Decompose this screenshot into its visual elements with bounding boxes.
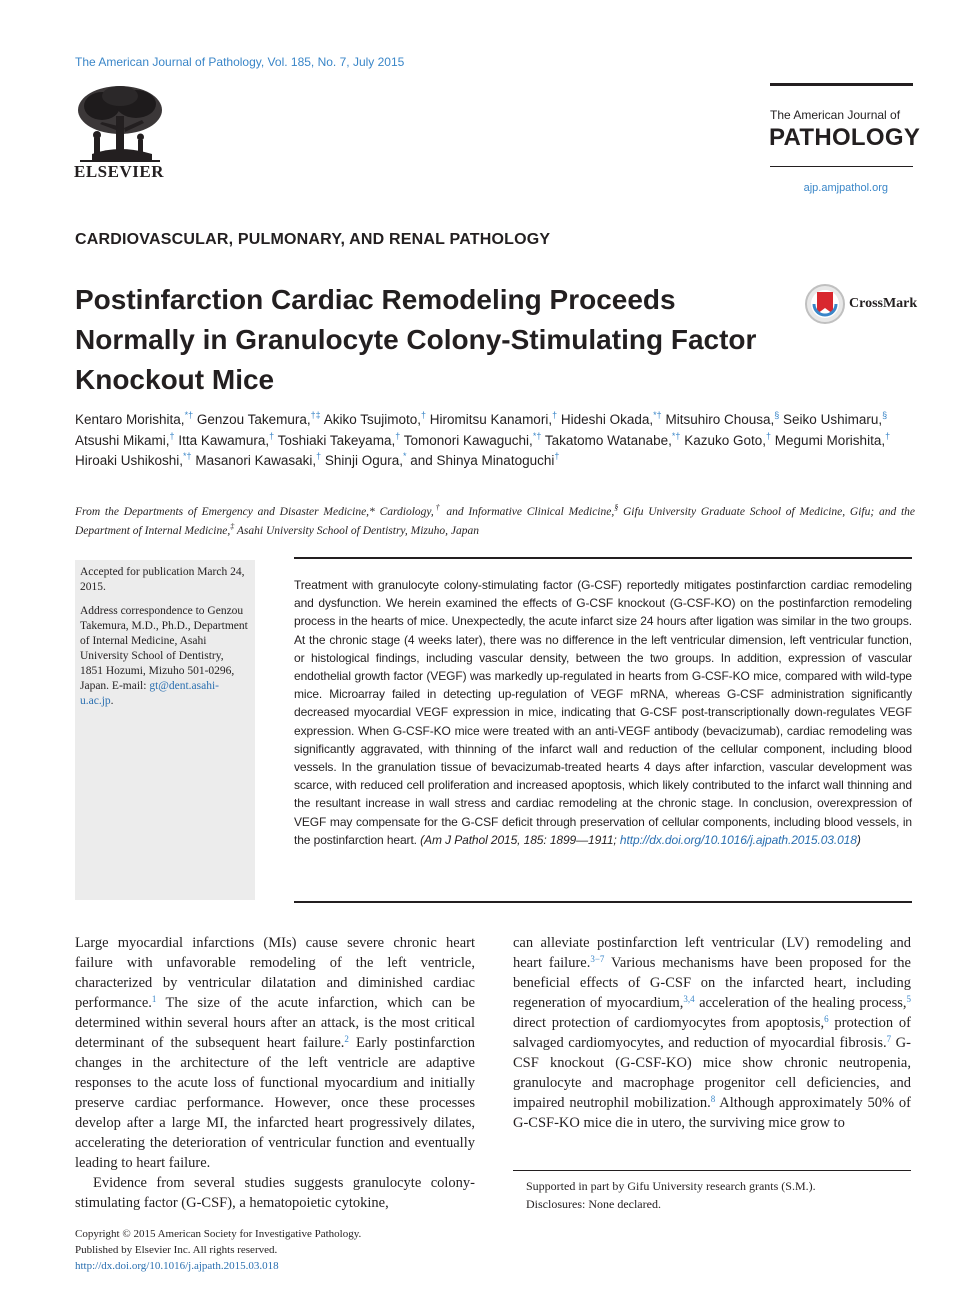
body-paragraph: Evidence from several studies suggests granulocyte colony-stimulating factor (G-CSF), a hematopoietic cytokine, [75, 1175, 475, 1211]
correspondence-address: Address correspondence to Genzou Takemura, M.D., Ph.D., Department of Internal Medicine, Asahi University School of Dentistry, 1851 Hozumi, Mizuho 501-0296, Japan. E-mail: gt@dent.asahi-u.ac.jp. [80, 605, 248, 707]
body-column-left [75, 933, 475, 1213]
author-name: and Shinya Minatoguchi [410, 453, 555, 468]
affiliations: From the Departments of Emergency and Disaster Medicine,* Cardiology,† and Informative Clinical Medicine,§ Gifu University Graduate School of Medicine, Gifu; and the Department of Internal Medicine,‡ Asahi University School of Dentistry, Mizuho, Japan [75, 503, 916, 537]
author-affiliation-mark: * [402, 451, 407, 461]
author-affiliation-mark: *† [532, 430, 542, 441]
author-name: Kentaro Morishita, [75, 412, 185, 427]
crossmark-icon [806, 285, 844, 323]
abstract: Treatment with granulocyte colony-stimulating factor (G-CSF) reportedly mitigates postinfarction cardiac remodeling and dysfunction. We herein examined the effects of G-CSF knockout (G-CSF-KO) on the postinfarction remodeling process in the hearts of mice. Unexpectedly, the acute infarct size 24 hours after ligation was similar in the two groups. At the chronic stage (4 weeks later), there was no difference in the left ventricular dimension, left ventricular function, or histological findings, including vascular density, between the two groups. In addition, expression of vascular endothelial growth factor (VEGF) was markedly up-regulated in hearts from G-CSF-KO mice, compared with wild-type mice. Microarray failed in detecting up-regulation of VEGF mRNA, whereas G-CSF administration significantly decreased myocardial VEGF expression in mice, indicating that G-CSF post-transcriptionally down-regulates VEGF expression. When G-CSF-KO mice were treated with an anti-VEGF antibody (bevacizumab), cardiac remodeling was significantly aggravated, with thinning of the infarct wall and reduction of the cellular component, including blood vessels. In the granulation tissue of bevacizumab-treated hearts 4 days after infarction, vascular development was scarce, with reduced cell proliferation and increased apoptosis, which likely contributed to the infarct wall thinning and the resultant increase in wall stress and cardiac remodeling at the chronic stage. In conclusion, overexpression of VEGF may compensate for the G-CSF deficit through preservation of cellular components, including blood vessels, in the postinfarction heart. (Am J Pathol 2015, 185: 1899—1911; http://dx.doi.org/10.1016/j.ajpath.2015.03.018) [294, 578, 912, 847]
publisher-name: ELSEVIER [74, 162, 164, 181]
author-affiliation-mark: †‡ [310, 410, 321, 420]
author-name: Mitsuhiro Chousa, [665, 412, 775, 427]
author-affiliation-mark: † [766, 430, 772, 441]
author-affiliation-mark: § [774, 410, 780, 420]
doi-link[interactable]: http://dx.doi.org/10.1016/j.ajpath.2015.03.018 [75, 1260, 279, 1272]
author-affiliation-mark: † [316, 451, 322, 461]
reference-link[interactable]: 6 [824, 1014, 829, 1024]
reference-link[interactable]: 3−7 [590, 954, 605, 964]
author-name: Itta Kawamura, [178, 432, 270, 448]
author-name: Hideshi Okada, [560, 412, 654, 427]
author-name: Megumi Morishita, [774, 432, 886, 448]
author-name: Seiko Ushimaru, [783, 412, 883, 427]
author-affiliation-mark: *† [183, 451, 192, 461]
funding-note: Supported in part by Gifu University research grants (S.M.). [526, 1179, 816, 1193]
author-affiliation-mark: † [169, 430, 175, 441]
body-paragraph: can alleviate postinfarction left ventricular (LV) remodeling and heart failure.$^{3-7}$ Various mechanisms have been proposed for the beneficial effects of G-CSF on the infarcted heart, including regeneration of myocardium,$^{3,4}$ acceleration of the healing process,$^5$ direct protection of cardiomyocytes from apoptosis,$^6$ protection of salvaged cardiomyocytes, and reduction of myocardial fibrosis.$^7$ G-CSF knockout (G-CSF-KO) mice show chronic neutropenia, granulocyte and macrophage progenitor cell deficiencies, and impaired neutrophil mobilization.$^8$ Although approximately 50% of G-CSF-KO mice die in utero, the surviving mice grow to [513, 935, 912, 1131]
abstract-rule [294, 557, 912, 559]
author-affiliation-mark: † [554, 451, 560, 461]
journal-rule [770, 166, 913, 167]
disclosures-note: Disclosures: None declared. [526, 1196, 661, 1211]
accepted-date: Accepted for publication March 24, 2015. [80, 566, 245, 593]
email-link[interactable]: gt@dent.asahi-u.ac.jp [80, 680, 219, 707]
author-name: Genzou Takemura, [196, 412, 311, 427]
reference-link[interactable]: 7 [886, 1034, 892, 1044]
author-affiliation-mark: *† [184, 410, 194, 420]
author-name: Hiromitsu Kanamori, [429, 412, 553, 427]
section-heading: CARDIOVASCULAR, PULMONARY, AND RENAL PATHOLOGY [75, 231, 551, 248]
abstract-citation: (Am J Pathol 2015, 185: 1899—1911; http://dx.doi.org/10.1016/j.ajpath.2015.03.018) [420, 832, 861, 847]
journal-citation: The American Journal of Pathology, Vol. 185, No. 7, July 2015 [75, 55, 405, 69]
author-affiliation-mark: † [552, 410, 558, 420]
copyright-line: Copyright © 2015 American Society for Investigative Pathology. [75, 1228, 362, 1240]
author-affiliation-mark: † [395, 430, 401, 441]
author-affiliation-mark: † [269, 430, 275, 441]
doi-link[interactable]: http://dx.doi.org/10.1016/j.ajpath.2015.03.018 [619, 832, 857, 847]
article-title: Postinfarction Cardiac Remodeling Proceeds Normally in Granulocyte Colony-Stimulating Factor Knockout Mice [75, 284, 757, 395]
journal-name-prefix: The American Journal of [770, 108, 901, 122]
author-name: Hiroaki Ushikoshi, [75, 453, 184, 468]
reference-link[interactable]: 3,4 [683, 994, 695, 1004]
footnotes [526, 1178, 911, 1213]
abstract-rule [294, 901, 912, 903]
reference-link[interactable]: 1 [151, 994, 157, 1004]
author-affiliation-mark: § [882, 410, 888, 420]
publisher-line: Published by Elsevier Inc. All rights reserved. [75, 1244, 278, 1256]
author-name: Shinji Ogura, [324, 453, 403, 468]
crossmark-label: CrossMark [849, 296, 918, 311]
author-name: Takatomo Watanabe, [544, 432, 672, 448]
body-paragraph: Large myocardial infarctions (MIs) cause severe chronic heart failure with unfavorable remodeling of the left ventricle, characterized by ventricular dilatation and diminished cardiac performance.$^1$ The size of the acute infarction, which can be determined within several hours after an attack, is the most critical determinant of the subsequent heart failure.$^2$ Early postinfarction changes in the architecture of the left ventricle are adaptive responses to the acute loss of functional myocardium and initially preserve cardiac performance. However, once these processes develop after a large MI, the infarcted heart progressively dilates, accelerating the deterioration of ventricular function and eventually leading to heart failure. [75, 935, 476, 1171]
author-affiliation-mark: *† [653, 410, 662, 420]
author-list [75, 410, 915, 472]
body-column-right [513, 933, 911, 1133]
journal-name: PATHOLOGY [769, 124, 921, 151]
author-affiliation-mark: † [885, 430, 891, 441]
footnote-rule [513, 1170, 911, 1171]
reference-link[interactable]: 5 [906, 994, 911, 1004]
author-name: Atsushi Mikami, [75, 432, 170, 448]
reference-link[interactable]: 2 [344, 1034, 349, 1044]
copyright-block [75, 1226, 435, 1274]
author-affiliation-mark: † [421, 410, 427, 420]
author-name: Masanori Kawasaki, [195, 453, 317, 468]
author-affiliation-mark: *† [671, 430, 681, 441]
author-name: Toshiaki Takeyama, [277, 432, 396, 448]
journal-rule [770, 83, 913, 86]
journal-url-link[interactable]: ajp.amjpathol.org [803, 182, 888, 194]
author-name: Tomonori Kawaguchi, [403, 432, 533, 448]
author-name: Akiko Tsujimoto, [323, 412, 421, 427]
reference-link[interactable]: 8 [710, 1094, 716, 1104]
author-name: Kazuko Goto, [684, 432, 767, 448]
